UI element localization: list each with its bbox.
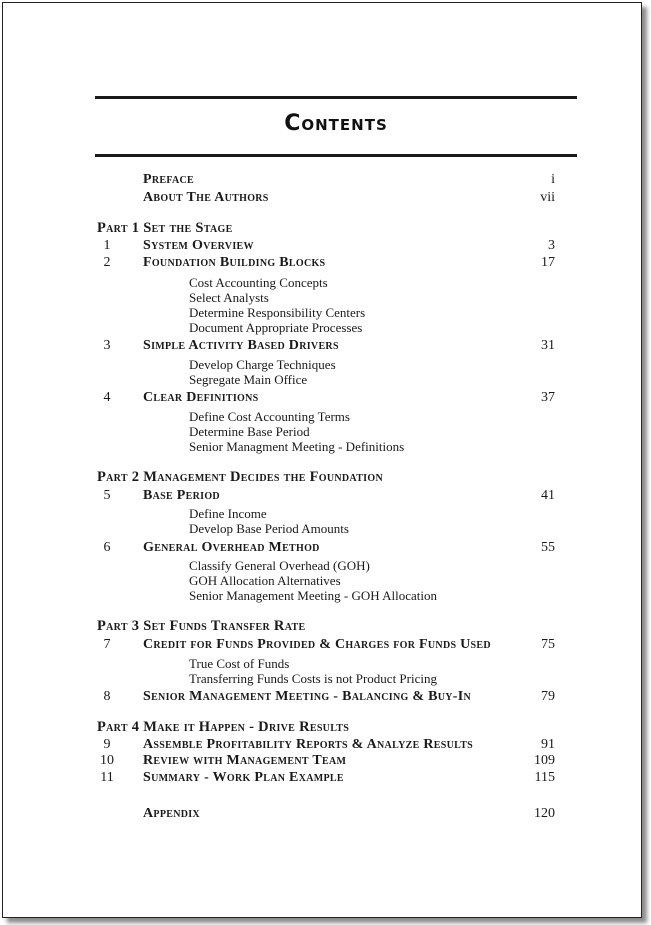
- section-title: Segregate Main Office: [189, 372, 308, 387]
- section-title: Cost Accounting Concepts: [189, 275, 328, 290]
- chapter-page: 79: [541, 689, 555, 704]
- section-title: Develop Base Period Amounts: [189, 521, 349, 536]
- chapter-page: 115: [534, 770, 555, 785]
- contents-page: [2, 2, 642, 918]
- chapter-number: 7: [103, 637, 111, 652]
- chapter-page: 17: [541, 255, 555, 270]
- part-heading: Part 3 Set Funds Transfer Rate: [97, 618, 306, 634]
- front-page: vii: [540, 190, 555, 205]
- section-title: GOH Allocation Alternatives: [189, 573, 341, 588]
- page-title: Contents: [284, 111, 388, 136]
- section-title: Select Analysts: [189, 290, 269, 305]
- chapter-title: Base Period: [143, 488, 220, 503]
- section-title: Define Income: [189, 506, 267, 521]
- chapter-page: 31: [541, 338, 555, 353]
- chapter-number: 2: [103, 255, 111, 270]
- appendix-page: 120: [534, 806, 555, 821]
- chapter-number: 1: [103, 238, 111, 253]
- chapter-number: 11: [100, 770, 114, 785]
- section-title: Determine Responsibility Centers: [189, 305, 366, 320]
- chapter-page: 37: [541, 390, 555, 405]
- chapter-title: Review with Management Team: [143, 753, 347, 768]
- section-title: Transferring Funds Costs is not Product Pricing: [189, 671, 437, 686]
- chapter-number: 3: [103, 338, 111, 353]
- chapter-page: 55: [541, 540, 555, 555]
- chapter-page: 75: [541, 637, 555, 652]
- chapter-title: System Overview: [143, 238, 254, 253]
- chapter-page: 3: [548, 238, 555, 253]
- chapter-title: General Overhead Method: [143, 540, 320, 555]
- chapter-number: 6: [103, 540, 111, 555]
- chapter-number: 8: [103, 689, 111, 704]
- section-title: Classify General Overhead (GOH): [189, 558, 370, 573]
- part-heading: Part 1 Set the Stage: [97, 220, 233, 236]
- chapter-number: 10: [100, 753, 114, 768]
- chapter-title: Assemble Profitability Reports & Analyze Results: [143, 737, 474, 752]
- bottom-rule: [95, 154, 577, 157]
- chapter-title: Summary - Work Plan Example: [143, 770, 344, 785]
- section-title: Document Appropriate Processes: [189, 320, 363, 335]
- chapter-title: Credit for Funds Provided & Charges for Funds Used: [143, 637, 491, 652]
- section-title: Develop Charge Techniques: [189, 357, 336, 372]
- top-rule: [95, 96, 577, 99]
- section-title: Senior Managment Meeting - Definitions: [189, 439, 405, 454]
- front-title: About The Authors: [143, 190, 269, 205]
- chapter-number: 4: [103, 390, 111, 405]
- chapter-page: 109: [534, 753, 555, 768]
- appendix-title: Appendix: [143, 806, 200, 821]
- chapter-title: Simple Activity Based Drivers: [143, 338, 339, 353]
- section-title: Senior Management Meeting - GOH Allocation: [189, 588, 438, 603]
- section-title: True Cost of Funds: [189, 656, 290, 671]
- section-title: Define Cost Accounting Terms: [189, 409, 350, 424]
- front-page: i: [551, 172, 555, 187]
- chapter-number: 9: [103, 737, 111, 752]
- part-heading: Part 2 Management Decides the Foundation: [97, 469, 383, 485]
- chapter-title: Clear Definitions: [143, 390, 259, 405]
- chapter-number: 5: [103, 488, 111, 503]
- chapter-title: Foundation Building Blocks: [143, 255, 326, 270]
- front-title: Preface: [143, 172, 195, 187]
- section-title: Determine Base Period: [189, 424, 310, 439]
- chapter-page: 91: [541, 737, 555, 752]
- part-heading: Part 4 Make it Happen - Drive Results: [97, 719, 350, 735]
- chapter-title: Senior Management Meeting - Balancing & Buy-In: [143, 689, 472, 704]
- chapter-page: 41: [541, 488, 555, 503]
